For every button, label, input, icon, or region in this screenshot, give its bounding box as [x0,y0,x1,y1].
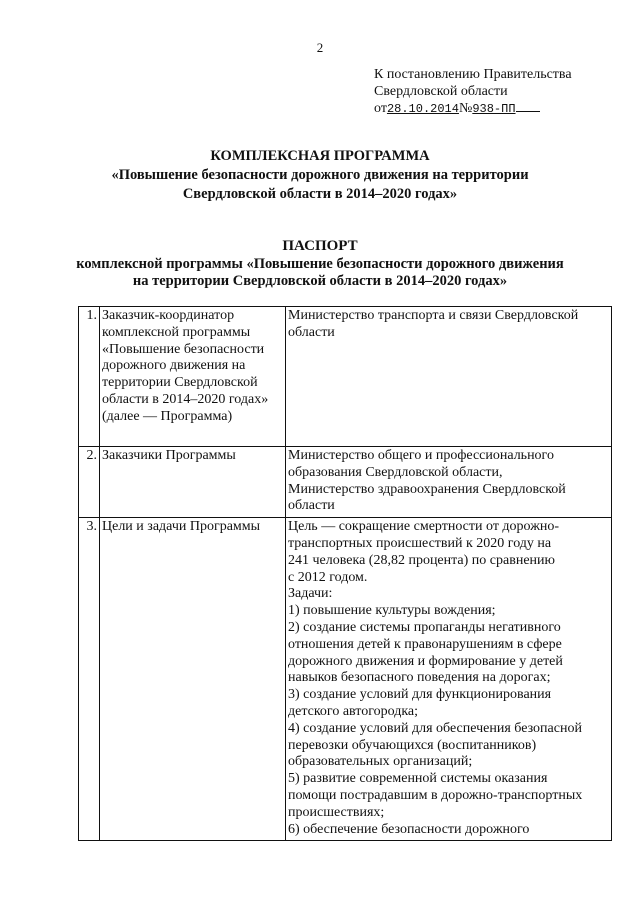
value-line: Задачи: [288,586,333,602]
row-number: 2. [79,447,100,518]
approval-number: 938-ПП [472,102,516,116]
value-line: образования Свердловской области, [288,464,503,480]
row-value [286,447,612,518]
value-line: происшествиях; [288,804,385,820]
page-number: 2 [316,40,324,55]
value-line: Министерство транспорта и связи Свердловской [288,308,579,323]
value-line: Цель — сокращение смертности от дорожно- [288,519,560,535]
value-line: Министерство общего и профессионального [288,448,554,463]
row-number: 3. [79,518,100,841]
approval-line-2: Свердловской области [374,84,508,99]
value-line: 1) повышение культуры вождения; [288,603,496,619]
value-line: с 2012 годом. [288,569,368,585]
approval-stamp [374,66,572,118]
value-line: 5) развитие современной системы оказания [288,771,548,787]
document-title [0,147,640,204]
value-line: 4) создание условий для обеспечения безопасной [288,720,582,736]
passport-line-2: на территории Свердловской области в 2014–2020 годах» [132,273,508,289]
approval-line-3 [374,100,572,118]
value-line: 3) создание условий для функционирования [288,687,552,703]
value-line: перевозки обучающихся (воспитанников) [288,737,537,753]
value-line: образовательных организаций; [288,754,473,770]
title-line-2: «Повышение безопасности дорожного движения на территории [111,167,529,183]
title-line-3: Свердловской области в 2014–2020 годах» [182,186,458,202]
table-row [79,447,612,518]
table-row [79,307,612,447]
passport-heading [0,237,640,290]
row-label: Заказчик-координатор комплексной программы «Повышение безопасности дорожного движения на территории Свердловской области в 2014–2020 годах» (далее — Программа) [100,307,286,447]
approval-from: от [374,101,387,116]
table-row [79,518,612,841]
approval-underline [516,100,540,112]
value-line: 241 человека (28,82 процента) по сравнению [288,552,555,568]
row-value [286,518,612,841]
approval-num-sign: № [458,101,473,116]
value-line: навыков безопасного поведения на дорогах; [288,670,551,686]
value-line: дорожного движения и формирование у детей [288,653,563,669]
value-line: области [288,498,335,514]
passport-table [78,306,612,841]
passport-title: ПАСПОРТ [282,238,358,254]
value-line: детского автогородка; [288,703,419,719]
approval-line-1: К постановлению Правительства [374,67,572,82]
approval-date: 28.10.2014 [386,102,459,116]
value-line: транспортных происшествий к 2020 году на [288,535,552,551]
title-line-1: КОМПЛЕКСНАЯ ПРОГРАММА [210,148,430,164]
row-number: 1. [79,307,100,447]
value-line: Министерство здравоохранения Свердловской [288,481,566,497]
row-value [286,307,612,447]
passport-line-1: комплексной программы «Повышение безопасности дорожного движения [76,256,564,272]
value-line: помощи пострадавшим в дорожно-транспортных [288,787,583,803]
value-line: отношения детей к правонарушениям в сфере [288,636,562,652]
row-label: Цели и задачи Программы [100,518,286,841]
value-line: 2) создание системы пропаганды негативного [288,619,561,635]
value-line: 6) обеспечение безопасности дорожного [288,821,530,837]
row-label: Заказчики Программы [100,447,286,518]
value-line: области [288,324,335,340]
